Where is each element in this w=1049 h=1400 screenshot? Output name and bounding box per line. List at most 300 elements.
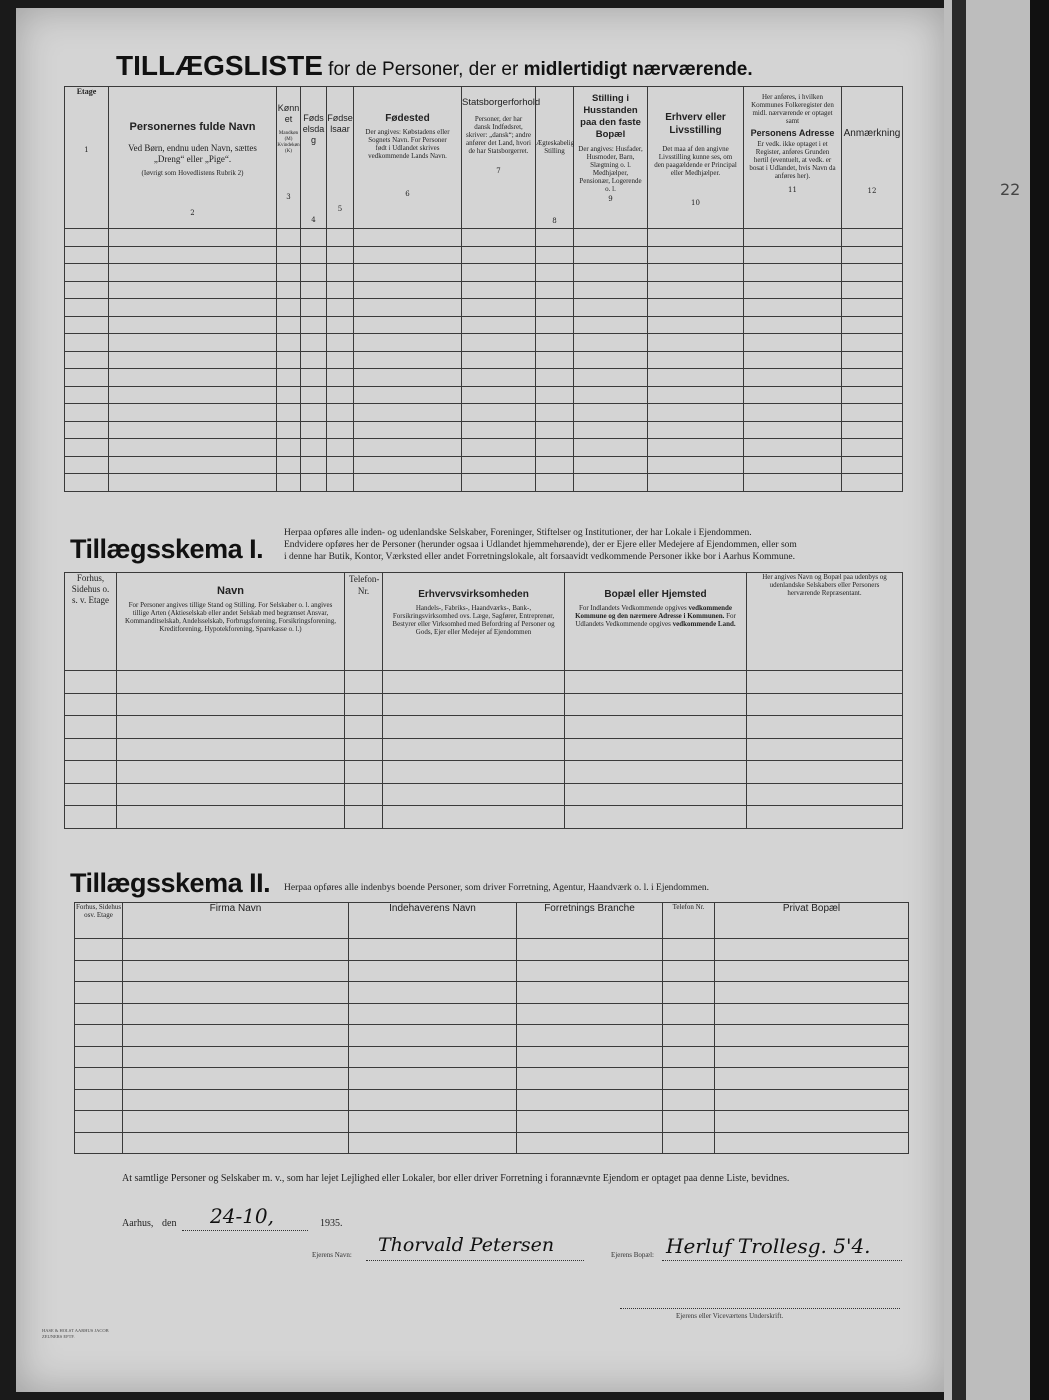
table-cell[interactable] [462, 351, 536, 369]
table-cell[interactable] [842, 264, 903, 282]
table-cell[interactable] [663, 1025, 715, 1047]
table-cell[interactable] [744, 474, 842, 492]
table-cell[interactable] [345, 738, 383, 761]
table-cell[interactable] [277, 334, 301, 352]
document-page [16, 8, 944, 1392]
table-cell[interactable] [109, 369, 277, 387]
table-cell[interactable] [648, 334, 744, 352]
table-cell[interactable] [109, 386, 277, 404]
table-cell[interactable] [744, 421, 842, 439]
table-cell[interactable] [301, 386, 327, 404]
table-cell[interactable] [744, 246, 842, 264]
table-cell[interactable] [744, 334, 842, 352]
date-handwritten[interactable]: 24-10, [210, 1204, 275, 1228]
table-cell[interactable] [574, 281, 648, 299]
table-cell[interactable] [109, 334, 277, 352]
table-cell[interactable] [75, 982, 123, 1004]
table-cell[interactable] [715, 960, 909, 982]
table-cell[interactable] [715, 1111, 909, 1133]
table-cell[interactable] [277, 316, 301, 334]
table-cell[interactable] [462, 229, 536, 247]
table-cell[interactable] [462, 334, 536, 352]
table-cell[interactable] [75, 1003, 123, 1025]
table-cell[interactable] [648, 351, 744, 369]
table-cell[interactable] [663, 1068, 715, 1090]
table-cell[interactable] [648, 229, 744, 247]
table-cell[interactable] [462, 386, 536, 404]
table-cell[interactable] [123, 1068, 349, 1090]
tillaegsliste-table [64, 86, 903, 492]
table-cell[interactable] [354, 386, 462, 404]
table-cell[interactable] [109, 404, 277, 422]
table-cell[interactable] [301, 334, 327, 352]
table-cell[interactable] [536, 439, 574, 457]
s1-col-telefon: Telefon-Nr. [345, 573, 383, 671]
table-cell[interactable] [744, 404, 842, 422]
table-cell[interactable] [536, 229, 574, 247]
table-cell[interactable] [517, 1111, 663, 1133]
table-cell[interactable] [301, 439, 327, 457]
table-cell[interactable] [354, 316, 462, 334]
table-cell[interactable] [345, 783, 383, 806]
table-cell[interactable] [574, 474, 648, 492]
table-cell[interactable] [354, 281, 462, 299]
table-cell[interactable] [462, 456, 536, 474]
table-cell[interactable] [65, 281, 109, 299]
table-cell[interactable] [65, 299, 109, 317]
footer-statement: At samtlige Personer og Selskaber m. v., som har lejet Lejlighed eller Lokaler, bor eller driver Forretning i forannævnte Ejendom er optaget paa denne Liste, bevidnes. [122, 1173, 790, 1184]
table-cell[interactable] [117, 738, 345, 761]
table-cell[interactable] [574, 299, 648, 317]
table-cell[interactable] [301, 351, 327, 369]
table-cell[interactable] [648, 246, 744, 264]
table-cell[interactable] [301, 281, 327, 299]
table-cell[interactable] [842, 334, 903, 352]
table-cell[interactable] [345, 761, 383, 784]
table-cell[interactable] [327, 386, 354, 404]
table-cell[interactable] [517, 1003, 663, 1025]
table-cell[interactable] [75, 1089, 123, 1111]
table-cell[interactable] [277, 369, 301, 387]
table-cell[interactable] [354, 229, 462, 247]
table-cell[interactable] [744, 386, 842, 404]
table-cell[interactable] [648, 316, 744, 334]
table-cell[interactable] [65, 229, 109, 247]
table-cell[interactable] [517, 1089, 663, 1111]
table-cell[interactable] [842, 316, 903, 334]
table-cell[interactable] [65, 806, 117, 829]
table-cell[interactable] [842, 404, 903, 422]
table-cell[interactable] [345, 806, 383, 829]
table-cell[interactable] [842, 439, 903, 457]
table-cell[interactable] [462, 246, 536, 264]
table-cell[interactable] [75, 1111, 123, 1133]
table-cell[interactable] [277, 351, 301, 369]
table-cell[interactable] [648, 474, 744, 492]
table-cell[interactable] [744, 369, 842, 387]
table-cell[interactable] [327, 421, 354, 439]
table-cell[interactable] [109, 281, 277, 299]
table-cell[interactable] [354, 456, 462, 474]
table-row [65, 421, 903, 439]
table-cell[interactable] [536, 456, 574, 474]
table-cell[interactable] [648, 439, 744, 457]
table-cell[interactable] [301, 474, 327, 492]
table-cell[interactable] [65, 421, 109, 439]
table-cell[interactable] [663, 1132, 715, 1154]
table-cell[interactable] [65, 761, 117, 784]
table-cell[interactable] [462, 264, 536, 282]
table-cell[interactable] [354, 439, 462, 457]
table-cell[interactable] [842, 386, 903, 404]
table-cell[interactable] [345, 671, 383, 694]
table-cell[interactable] [349, 1003, 517, 1025]
table-cell[interactable] [715, 1025, 909, 1047]
table-cell[interactable] [565, 693, 747, 716]
table-cell[interactable] [354, 369, 462, 387]
table-cell[interactable] [349, 1046, 517, 1068]
table-cell[interactable] [345, 716, 383, 739]
table-cell[interactable] [747, 671, 903, 694]
table-cell[interactable] [301, 456, 327, 474]
skema1-description: Herpaa opføres alle inden- og udenlandske Selskaber, Foreninger, Stiftelser og Institutioner, der har Lokale i Ejendommen. Endvidere opføres her de Personer (herunder ogsaa i Udlandet hjemmehørende), der er Ejere eller Medejere af Ejendommen, eller som i denne har Butik, Kontor, Værksted eller andet Forretningslokale, alt forsaavidt vedkommende Personer ikke bor i Aarhus Kommune. [284, 528, 797, 562]
table-cell[interactable] [462, 439, 536, 457]
table-cell[interactable] [842, 369, 903, 387]
table-cell[interactable] [123, 939, 349, 961]
table-cell[interactable] [117, 761, 345, 784]
table-cell[interactable] [536, 299, 574, 317]
table-cell[interactable] [327, 404, 354, 422]
table-cell[interactable] [301, 421, 327, 439]
table-cell[interactable] [744, 439, 842, 457]
table-cell[interactable] [327, 281, 354, 299]
table-cell[interactable] [75, 960, 123, 982]
table-cell[interactable] [574, 316, 648, 334]
table-cell[interactable] [747, 716, 903, 739]
table-cell[interactable] [65, 264, 109, 282]
table-cell[interactable] [747, 806, 903, 829]
table-cell[interactable] [383, 806, 565, 829]
table-cell[interactable] [574, 439, 648, 457]
table-cell[interactable] [277, 456, 301, 474]
table-cell[interactable] [842, 246, 903, 264]
col-anmaerkning: Anmærkning 12 [842, 87, 903, 229]
table-cell[interactable] [648, 456, 744, 474]
table-cell[interactable] [747, 738, 903, 761]
table-cell[interactable] [663, 1046, 715, 1068]
table-cell[interactable] [744, 229, 842, 247]
table-cell[interactable] [75, 1046, 123, 1068]
table-cell[interactable] [109, 316, 277, 334]
table-cell[interactable] [574, 334, 648, 352]
table-cell[interactable] [574, 264, 648, 282]
table-cell[interactable] [301, 404, 327, 422]
table-cell[interactable] [517, 939, 663, 961]
table-cell[interactable] [747, 783, 903, 806]
table-cell[interactable] [65, 716, 117, 739]
table-cell[interactable] [517, 1046, 663, 1068]
table-cell[interactable] [462, 281, 536, 299]
table-cell[interactable] [842, 456, 903, 474]
table-cell[interactable] [117, 783, 345, 806]
table-cell[interactable] [536, 474, 574, 492]
table-cell[interactable] [301, 264, 327, 282]
table-cell[interactable] [354, 299, 462, 317]
table-cell[interactable] [383, 671, 565, 694]
table-cell[interactable] [663, 1003, 715, 1025]
table-cell[interactable] [383, 716, 565, 739]
table-cell[interactable] [109, 246, 277, 264]
table-cell[interactable] [565, 738, 747, 761]
table-cell[interactable] [648, 386, 744, 404]
table-cell[interactable] [574, 421, 648, 439]
table-cell[interactable] [123, 1025, 349, 1047]
table-cell[interactable] [354, 334, 462, 352]
table-cell[interactable] [349, 960, 517, 982]
table-cell[interactable] [536, 334, 574, 352]
table-cell[interactable] [663, 1111, 715, 1133]
table-cell[interactable] [715, 1003, 909, 1025]
table-cell[interactable] [565, 783, 747, 806]
table-cell[interactable] [301, 299, 327, 317]
table-cell[interactable] [117, 716, 345, 739]
table-cell[interactable] [744, 456, 842, 474]
table-cell[interactable] [663, 960, 715, 982]
table-cell[interactable] [75, 1068, 123, 1090]
table-cell[interactable] [663, 982, 715, 1004]
table-cell[interactable] [648, 281, 744, 299]
table-cell[interactable] [574, 351, 648, 369]
table-cell[interactable] [65, 783, 117, 806]
table-cell[interactable] [65, 693, 117, 716]
table-cell[interactable] [123, 1046, 349, 1068]
table-cell[interactable] [536, 246, 574, 264]
table-cell[interactable] [517, 1132, 663, 1154]
table-cell[interactable] [744, 299, 842, 317]
table-cell[interactable] [462, 421, 536, 439]
table-cell[interactable] [715, 1089, 909, 1111]
table-cell[interactable] [123, 1111, 349, 1133]
table-cell[interactable] [574, 369, 648, 387]
table-cell[interactable] [349, 1132, 517, 1154]
table-cell[interactable] [536, 351, 574, 369]
table-cell[interactable] [65, 456, 109, 474]
table-cell[interactable] [301, 369, 327, 387]
table-cell[interactable] [277, 404, 301, 422]
table-cell[interactable] [109, 229, 277, 247]
table-cell[interactable] [565, 716, 747, 739]
table-cell[interactable] [75, 1132, 123, 1154]
table-cell[interactable] [117, 671, 345, 694]
table-cell[interactable] [301, 316, 327, 334]
table-cell[interactable] [663, 939, 715, 961]
table-cell[interactable] [277, 439, 301, 457]
table-cell[interactable] [574, 456, 648, 474]
table-cell[interactable] [517, 1068, 663, 1090]
table-cell[interactable] [536, 316, 574, 334]
table-cell[interactable] [842, 351, 903, 369]
table-cell[interactable] [301, 229, 327, 247]
table-cell[interactable] [565, 761, 747, 784]
table-cell[interactable] [842, 229, 903, 247]
table-cell[interactable] [715, 1132, 909, 1154]
table-cell[interactable] [462, 369, 536, 387]
table-cell[interactable] [565, 671, 747, 694]
table-cell[interactable] [327, 351, 354, 369]
table-cell[interactable] [715, 1068, 909, 1090]
main-title [116, 50, 753, 82]
table-cell[interactable] [574, 246, 648, 264]
table-cell[interactable] [65, 351, 109, 369]
table-cell[interactable] [277, 386, 301, 404]
table-cell[interactable] [462, 404, 536, 422]
table-cell[interactable] [277, 421, 301, 439]
table-cell[interactable] [648, 369, 744, 387]
table-cell[interactable] [65, 439, 109, 457]
table-cell[interactable] [123, 1003, 349, 1025]
table-cell[interactable] [462, 474, 536, 492]
table-cell[interactable] [123, 982, 349, 1004]
table-cell[interactable] [109, 439, 277, 457]
table-cell[interactable] [349, 1089, 517, 1111]
table-cell[interactable] [109, 264, 277, 282]
table-cell[interactable] [109, 456, 277, 474]
table-cell[interactable] [65, 738, 117, 761]
table-cell[interactable] [301, 246, 327, 264]
table-cell[interactable] [327, 456, 354, 474]
table-cell[interactable] [517, 1025, 663, 1047]
table-cell[interactable] [65, 334, 109, 352]
table-cell[interactable] [744, 264, 842, 282]
table-cell[interactable] [327, 474, 354, 492]
table-cell[interactable] [354, 421, 462, 439]
table-cell[interactable] [536, 386, 574, 404]
table-cell[interactable] [277, 246, 301, 264]
table-cell[interactable] [327, 334, 354, 352]
signature-line[interactable] [620, 1308, 900, 1309]
table-cell[interactable] [842, 281, 903, 299]
table-cell[interactable] [75, 1025, 123, 1047]
table-cell[interactable] [327, 439, 354, 457]
col-stilling: Stilling i Husstanden paa den faste Bopæl Der angives: Husfader, Husmoder, Barn, Slægtning o. l. Medhjælper, Pensionær, Logerende o. l. 9 [574, 87, 648, 229]
owner-address-handwritten[interactable]: Herluf Trollesg. 5'4. [666, 1234, 871, 1258]
table-cell[interactable] [345, 693, 383, 716]
table-cell[interactable] [842, 474, 903, 492]
main-title-bold2: midlertidigt nærværende. [523, 59, 753, 80]
table-cell[interactable] [123, 960, 349, 982]
table-cell[interactable] [277, 229, 301, 247]
table-cell[interactable] [327, 264, 354, 282]
table-cell[interactable] [383, 693, 565, 716]
table-cell[interactable] [109, 474, 277, 492]
table-cell[interactable] [123, 1132, 349, 1154]
table-cell[interactable] [462, 316, 536, 334]
table-cell[interactable] [277, 474, 301, 492]
table-cell[interactable] [383, 738, 565, 761]
table-cell[interactable] [744, 281, 842, 299]
table-cell[interactable] [109, 421, 277, 439]
table-cell[interactable] [354, 474, 462, 492]
table-cell[interactable] [65, 671, 117, 694]
table-cell[interactable] [349, 1025, 517, 1047]
table-cell[interactable] [574, 229, 648, 247]
table-cell[interactable] [383, 761, 565, 784]
table-cell[interactable] [327, 299, 354, 317]
table-cell[interactable] [65, 316, 109, 334]
table-cell[interactable] [744, 351, 842, 369]
table-cell[interactable] [349, 1068, 517, 1090]
table-cell[interactable] [65, 404, 109, 422]
table-cell[interactable] [536, 264, 574, 282]
table-cell[interactable] [574, 386, 648, 404]
table-cell[interactable] [65, 386, 109, 404]
table-cell[interactable] [117, 693, 345, 716]
table-cell[interactable] [354, 246, 462, 264]
table-cell[interactable] [327, 369, 354, 387]
table-cell[interactable] [536, 369, 574, 387]
table-cell[interactable] [747, 761, 903, 784]
table-cell[interactable] [354, 404, 462, 422]
table-cell[interactable] [327, 229, 354, 247]
table-cell[interactable] [842, 299, 903, 317]
table-cell[interactable] [109, 351, 277, 369]
owner-name-handwritten[interactable]: Thorvald Petersen [378, 1234, 555, 1256]
table-cell[interactable] [277, 281, 301, 299]
table-cell[interactable] [349, 1111, 517, 1133]
table-cell[interactable] [747, 693, 903, 716]
table-cell[interactable] [536, 404, 574, 422]
s1-col-bopael: Bopæl eller Hjemsted For Indlandets Vedkommende opgives vedkommende Kommune og den nærmere Adresse i Kommunen. For Udlandets Vedkommende opgives vedkommende Land. [565, 573, 747, 671]
table-cell[interactable] [383, 783, 565, 806]
table-cell[interactable] [109, 299, 277, 317]
table-cell[interactable] [648, 421, 744, 439]
table-cell[interactable] [744, 316, 842, 334]
table-cell[interactable] [349, 982, 517, 1004]
table-cell[interactable] [123, 1089, 349, 1111]
table-cell[interactable] [75, 939, 123, 961]
table-cell[interactable] [648, 299, 744, 317]
table-cell[interactable] [65, 369, 109, 387]
table-cell[interactable] [327, 316, 354, 334]
table-cell[interactable] [517, 982, 663, 1004]
table-cell[interactable] [574, 404, 648, 422]
table-cell[interactable] [715, 1046, 909, 1068]
table-cell[interactable] [648, 264, 744, 282]
table-cell[interactable] [663, 1089, 715, 1111]
main-title-bold: TILLÆGSLISTE [116, 50, 323, 81]
table-cell[interactable] [648, 404, 744, 422]
table-row [65, 369, 903, 387]
table-cell[interactable] [354, 264, 462, 282]
table-cell[interactable] [327, 246, 354, 264]
date-line [182, 1230, 308, 1231]
table-cell[interactable] [517, 960, 663, 982]
table-cell[interactable] [354, 351, 462, 369]
table-cell[interactable] [715, 982, 909, 1004]
table-cell[interactable] [536, 421, 574, 439]
table-cell[interactable] [65, 474, 109, 492]
table-cell[interactable] [462, 299, 536, 317]
table-cell[interactable] [117, 806, 345, 829]
table-cell[interactable] [715, 939, 909, 961]
table-cell[interactable] [65, 246, 109, 264]
table-cell[interactable] [565, 806, 747, 829]
table-cell[interactable] [277, 299, 301, 317]
table-cell[interactable] [842, 421, 903, 439]
table-cell[interactable] [277, 264, 301, 282]
table-cell[interactable] [536, 281, 574, 299]
table-cell[interactable] [349, 939, 517, 961]
